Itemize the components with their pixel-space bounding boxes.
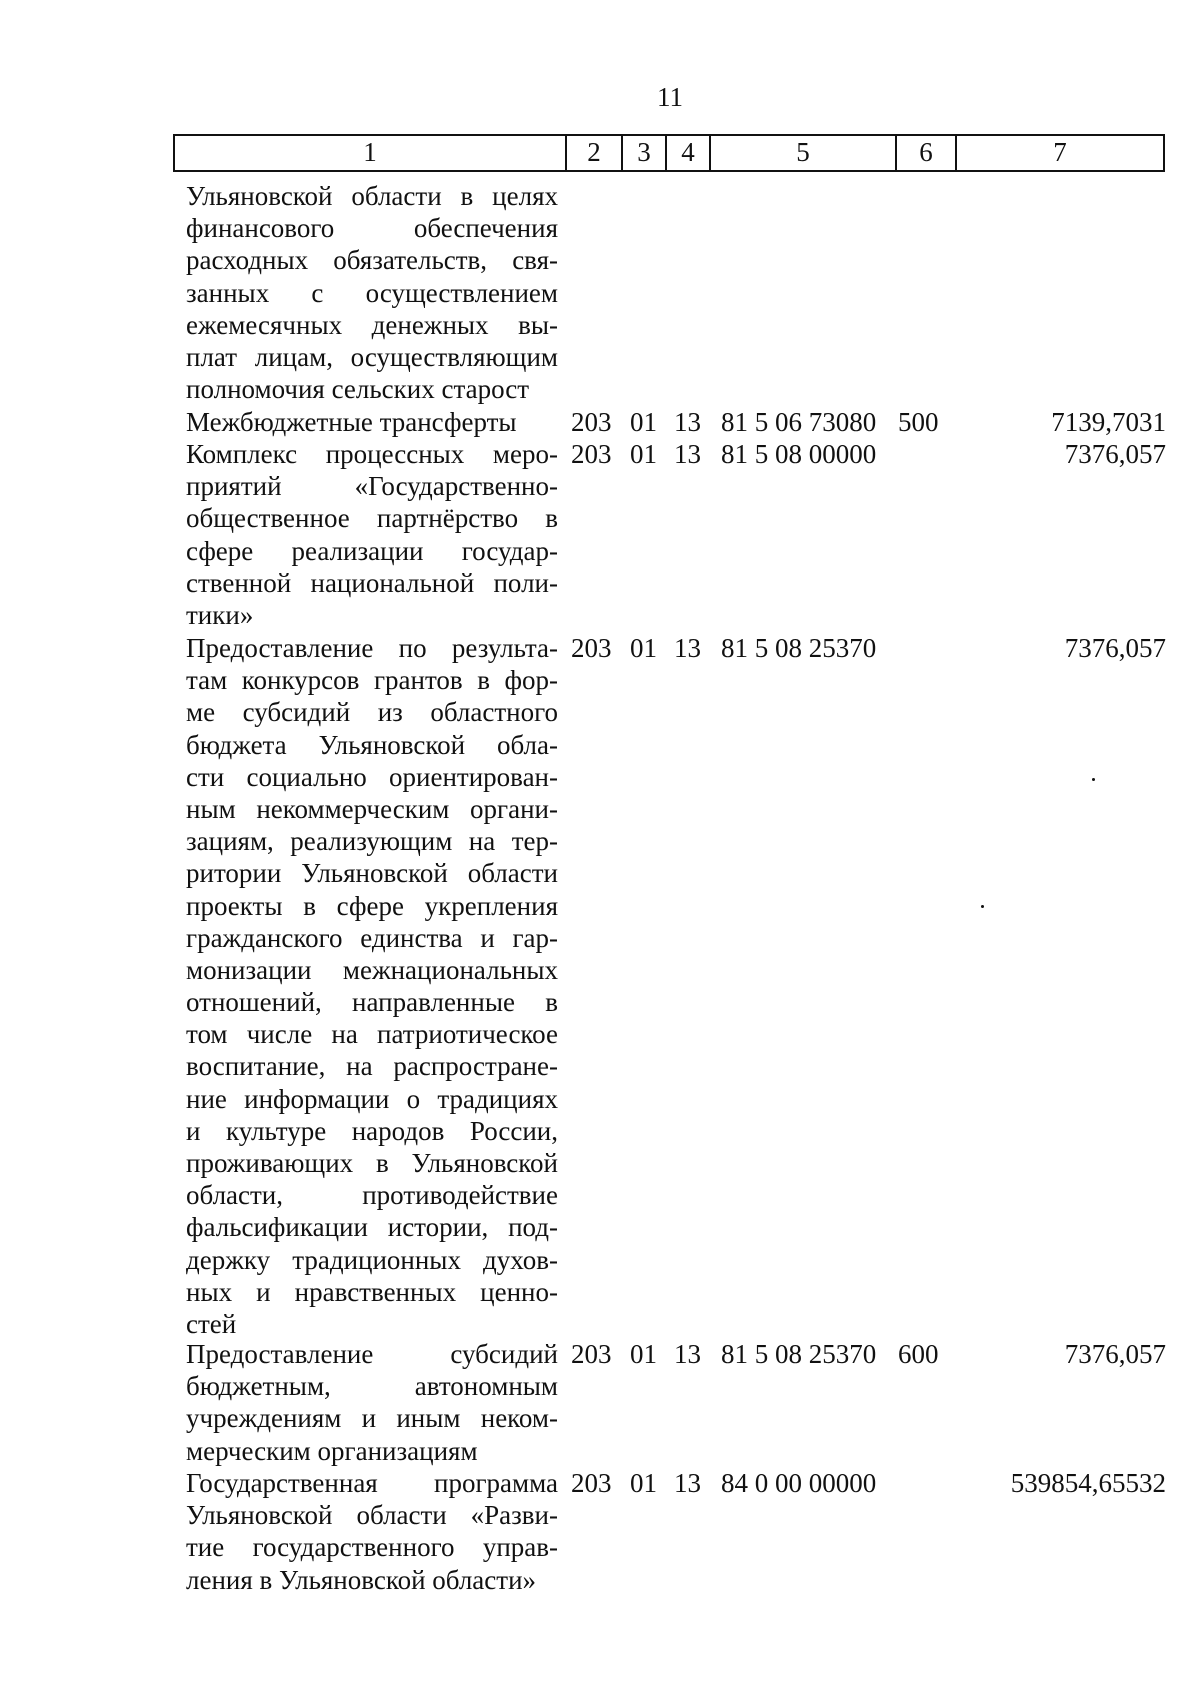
target-article-code: 81 5 08 25370 [721,633,877,663]
description-line: Государственная программа [186,1468,558,1498]
description-line: монизации межнациональных [186,954,558,985]
stray-mark [1092,778,1095,781]
description-line: тики» [186,599,254,630]
header-col-3: 3 [623,136,667,170]
description-line: Ульяновской области в целях [186,181,558,211]
page-number: 11 [657,82,683,112]
section-code: 01 [630,633,657,663]
description-line: том числе на патриотическое [186,1019,558,1050]
row-description [186,632,558,1340]
admin-code: 203 [571,407,612,437]
description-line: стей [186,1308,237,1339]
amount-value: 539854,65532 [1010,1468,1166,1498]
row-description [186,180,558,405]
target-article-code: 81 5 06 73080 [721,407,877,437]
description-line: ным некоммерческим органи- [186,793,558,824]
amount-value: 7139,7031 [1051,407,1166,437]
description-line: держку традиционных духов- [186,1244,558,1275]
header-col-1: 1 [175,136,567,170]
description-line: отношений, направленные в [186,987,558,1018]
description-line: гражданского единства и гар- [186,922,558,953]
amount-value: 7376,057 [1064,633,1166,663]
description-line: Предоставление по результа- [186,633,558,663]
description-line: расходных обязательств, свя- [186,245,558,276]
admin-code: 203 [571,633,612,663]
description-line: бюджетным, автономным [186,1371,558,1402]
description-line: области, противодействие [186,1180,558,1211]
stray-mark [981,905,984,908]
table-row [186,180,1166,405]
admin-code: 203 [571,439,612,469]
description-line: мерческим организациям [186,1435,478,1466]
section-code: 01 [630,1468,657,1498]
description-line: Предоставление субсидий [186,1339,558,1369]
header-col-4: 4 [667,136,711,170]
description-line: плат лицам, осуществляющим [186,341,558,372]
description-line: ритории Ульяновской области [186,858,558,889]
description-line: и культуре народов России, [186,1115,558,1146]
description-line: воспитание, на распростране- [186,1051,558,1082]
section-code: 01 [630,1339,657,1369]
description-line: учреждениям и иным неком- [186,1403,558,1434]
table-row [186,1338,1166,1467]
row-description [186,438,558,631]
expense-type-code: 500 [898,407,939,437]
target-article-code: 81 5 08 25370 [721,1339,877,1369]
table-row [186,632,1166,1340]
header-col-5: 5 [711,136,897,170]
description-line: общественное партнёрство в [186,503,558,534]
description-line: сфере реализации государ- [186,535,558,566]
description-line: бюджета Ульяновской обла- [186,729,558,760]
table-row [186,438,1166,631]
description-line: ных и нравственных ценно- [186,1276,558,1307]
expense-type-code: 600 [898,1339,939,1369]
row-description [186,1338,558,1467]
target-article-code: 84 0 00 00000 [721,1468,877,1498]
table-row [186,1467,1166,1596]
row-description [186,406,558,438]
amount-value: 7376,057 [1064,439,1166,469]
table-row [186,406,1166,438]
description-line: приятий «Государственно- [186,471,558,502]
admin-code: 203 [571,1339,612,1369]
description-line: ственной национальной поли- [186,567,558,598]
description-line: проекты в сфере укрепления [186,890,558,921]
description-line: там конкурсов грантов в фор- [186,665,558,696]
description-line: занных с осуществлением [186,277,558,308]
row-description [186,1467,558,1596]
header-col-6: 6 [897,136,957,170]
description-line: зациям, реализующим на тер- [186,826,558,857]
admin-code: 203 [571,1468,612,1498]
subsection-code: 13 [674,407,701,437]
target-article-code: 81 5 08 00000 [721,439,877,469]
description-line: ежемесячных денежных вы- [186,309,558,340]
description-line: финансового обеспечения [186,213,558,244]
description-line: Комплекс процессных меро- [186,439,558,469]
subsection-code: 13 [674,1339,701,1369]
subsection-code: 13 [674,633,701,663]
subsection-code: 13 [674,439,701,469]
description-line: сти социально ориентирован- [186,761,558,792]
header-col-2: 2 [567,136,623,170]
description-line: тие государственного управ- [186,1532,558,1563]
table-header [173,134,1165,172]
description-line: полномочия сельских старост [186,374,530,405]
description-line: проживающих в Ульяновской [186,1148,558,1178]
section-code: 01 [630,439,657,469]
subsection-code: 13 [674,1468,701,1498]
section-code: 01 [630,407,657,437]
amount-value: 7376,057 [1064,1339,1166,1369]
description-line: ления в Ульяновской области» [186,1564,537,1595]
description-line: ние информации о традициях [186,1083,558,1114]
description-line: Межбюджетные трансферты [186,407,517,437]
header-col-7: 7 [1053,137,1067,167]
description-line: фальсификации истории, под- [186,1212,558,1243]
description-line: ме субсидий из областного [186,697,558,728]
description-line: Ульяновской области «Разви- [186,1500,558,1531]
